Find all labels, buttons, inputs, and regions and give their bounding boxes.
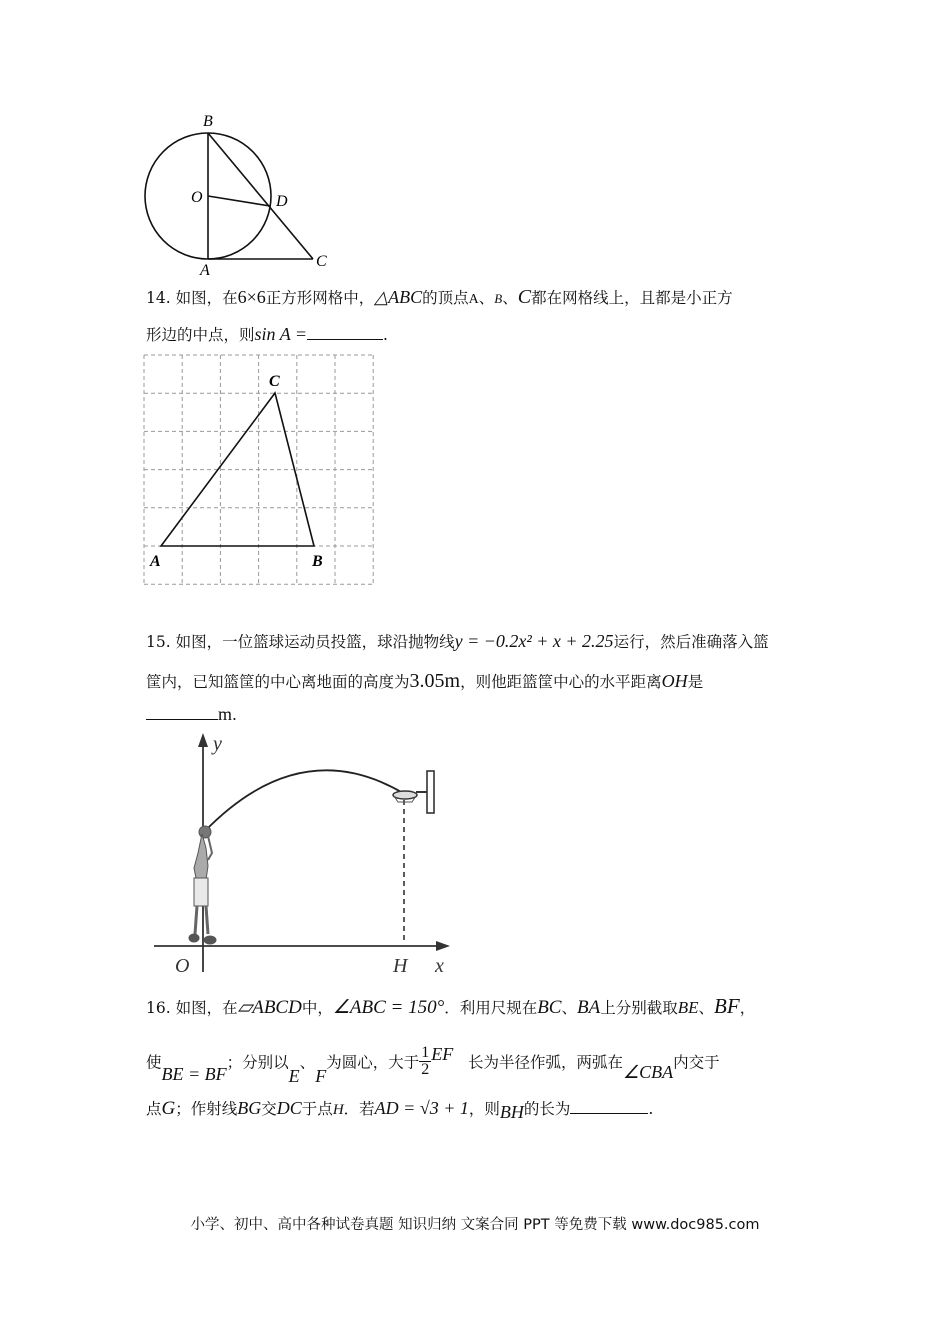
label-d: D bbox=[276, 193, 288, 210]
q14-vertex-b: B bbox=[494, 291, 503, 306]
q15-oh: OH bbox=[661, 671, 688, 691]
q16-bg: BG bbox=[237, 1098, 262, 1118]
q15-text-3: 筐内，已知篮筐的中心离地面的高度为 bbox=[146, 673, 410, 691]
q16-bf: BF bbox=[714, 994, 740, 1018]
answer-blank-16[interactable] bbox=[570, 1097, 648, 1114]
label-b: B bbox=[203, 113, 213, 130]
q16-text-12: 交 bbox=[261, 1100, 277, 1118]
q16-ba: BA bbox=[577, 997, 601, 1018]
circle-tangent-figure bbox=[135, 108, 345, 278]
q16-text-13: 于点 bbox=[301, 1100, 333, 1118]
q16-text-6: ；分别以 bbox=[226, 1053, 289, 1072]
q16-text-15: ，则 bbox=[468, 1100, 500, 1118]
label-y: y bbox=[213, 733, 222, 755]
q14-line1 bbox=[146, 286, 733, 311]
label-o: O bbox=[191, 189, 203, 206]
y-axis-arrow-icon bbox=[198, 733, 208, 747]
label-grid-a: A bbox=[150, 553, 161, 570]
q16-angle: ∠ABC = 150° bbox=[332, 997, 445, 1018]
q14-line2 bbox=[146, 323, 388, 346]
q14-sep-1: 、 bbox=[478, 289, 495, 307]
page-footer: 小学、初中、高中各种试卷真题 知识归纳 文案合同 PPT 等免费下载 www.doc985.com bbox=[190, 1217, 760, 1233]
q14-sep-2: 、 bbox=[502, 289, 518, 307]
q16-text-3: ．利用尺规在 bbox=[444, 999, 538, 1017]
q16-text-7: 为圆心，大于 bbox=[326, 1053, 420, 1072]
q16-comma: ， bbox=[739, 999, 756, 1017]
label-x: x bbox=[435, 955, 444, 977]
q16-text-2: 中， bbox=[301, 999, 333, 1017]
q16-g: G bbox=[161, 1098, 176, 1119]
q14-expression: sin A = bbox=[254, 324, 308, 344]
q16-cba: ∠CBA bbox=[623, 1061, 674, 1082]
q16-text-16: 的长为 bbox=[523, 1100, 571, 1118]
q15-text-5: 是 bbox=[687, 673, 704, 691]
q14-text-4: 都在网格线上，且都是小正方 bbox=[531, 289, 733, 307]
q14-number: 14. bbox=[146, 289, 171, 307]
segment-od bbox=[208, 196, 270, 206]
q16-bc: BC bbox=[537, 997, 562, 1018]
q16-line3 bbox=[146, 1097, 653, 1121]
fraction-numerator: 1 bbox=[421, 1044, 430, 1061]
segment-bc bbox=[208, 133, 313, 259]
label-a: A bbox=[200, 262, 210, 278]
q15-unit: m bbox=[218, 704, 233, 724]
q15-end: . bbox=[232, 706, 237, 724]
basketball-figure bbox=[150, 728, 460, 978]
answer-blank-14[interactable] bbox=[307, 323, 383, 340]
q16-h: H bbox=[332, 1102, 344, 1118]
q14-vertex-a: A bbox=[468, 292, 479, 307]
q16-sep-3: 、 bbox=[299, 1053, 316, 1072]
q15-line1 bbox=[146, 630, 769, 653]
grid-triangle-figure bbox=[140, 350, 380, 590]
q14-text-1: 如图，在 bbox=[175, 289, 238, 307]
q15-text-2: 运行，然后准确落入篮 bbox=[613, 633, 769, 651]
q15-text-4: ，则他距篮筐中心的水平距离 bbox=[460, 673, 662, 691]
q15-height: 3.05m bbox=[409, 670, 461, 692]
q14-text-5: 形边的中点，则 bbox=[146, 326, 255, 344]
ball-trajectory bbox=[204, 770, 403, 832]
q15-line2 bbox=[146, 670, 703, 693]
q15-number: 15. bbox=[146, 633, 171, 651]
q16-ad: AD = √3 + 1 bbox=[374, 1098, 469, 1118]
q16-text-4: 上分别截取 bbox=[600, 999, 678, 1017]
q16-parallelogram: ▱ABCD bbox=[237, 997, 302, 1018]
q16-text-1: 如图，在 bbox=[175, 999, 238, 1017]
label-origin: O bbox=[175, 955, 190, 977]
q14-grid-size: 6×6 bbox=[237, 287, 266, 307]
q16-ef: EF bbox=[431, 1043, 454, 1064]
x-axis-arrow-icon bbox=[436, 941, 450, 951]
q16-text-8: 长为半径作弧，两弧在 bbox=[467, 1053, 623, 1072]
q16-e: E bbox=[288, 1065, 300, 1086]
label-grid-b: B bbox=[312, 553, 323, 570]
q16-sep-2: 、 bbox=[698, 999, 715, 1017]
q14-text-2: 正方形网格中， bbox=[265, 289, 375, 307]
backboard bbox=[427, 771, 434, 813]
fraction-denominator: 2 bbox=[421, 1061, 430, 1078]
q16-equality: BE = BF bbox=[161, 1063, 227, 1084]
label-c: C bbox=[316, 253, 327, 270]
basket-hoop bbox=[393, 791, 417, 799]
q16-end: . bbox=[648, 1100, 654, 1118]
q16-fraction bbox=[419, 1045, 431, 1078]
q16-text-10: 点 bbox=[146, 1100, 162, 1118]
q15-line3 bbox=[146, 703, 237, 726]
q16-line2 bbox=[146, 1043, 720, 1086]
q16-text-11: ；作射线 bbox=[175, 1100, 238, 1118]
q16-be: BE bbox=[677, 998, 699, 1017]
q16-dc: DC bbox=[276, 1098, 302, 1118]
q15-text-1: 如图，一位篮球运动员投篮，球沿抛物线 bbox=[175, 633, 455, 651]
q16-text-9: 内交于 bbox=[673, 1053, 720, 1072]
label-h: H bbox=[393, 955, 408, 977]
q16-number: 16. bbox=[146, 999, 171, 1017]
q16-text-14: ．若 bbox=[343, 1100, 375, 1118]
q14-text-3: 的顶点 bbox=[422, 289, 469, 307]
label-grid-c: C bbox=[269, 373, 280, 390]
q16-sep-1: 、 bbox=[561, 999, 577, 1017]
q14-triangle: △ABC bbox=[374, 287, 423, 307]
q16-text-5: 使 bbox=[146, 1053, 162, 1072]
q14-end: . bbox=[383, 326, 388, 344]
q15-formula: y = −0.2x² + x + 2.25 bbox=[454, 631, 614, 651]
q16-f: F bbox=[315, 1065, 327, 1086]
q16-line1 bbox=[146, 995, 755, 1019]
answer-blank-15[interactable] bbox=[146, 703, 218, 720]
q14-vertex-c: C bbox=[517, 286, 532, 308]
q16-bh: BH bbox=[499, 1102, 524, 1122]
